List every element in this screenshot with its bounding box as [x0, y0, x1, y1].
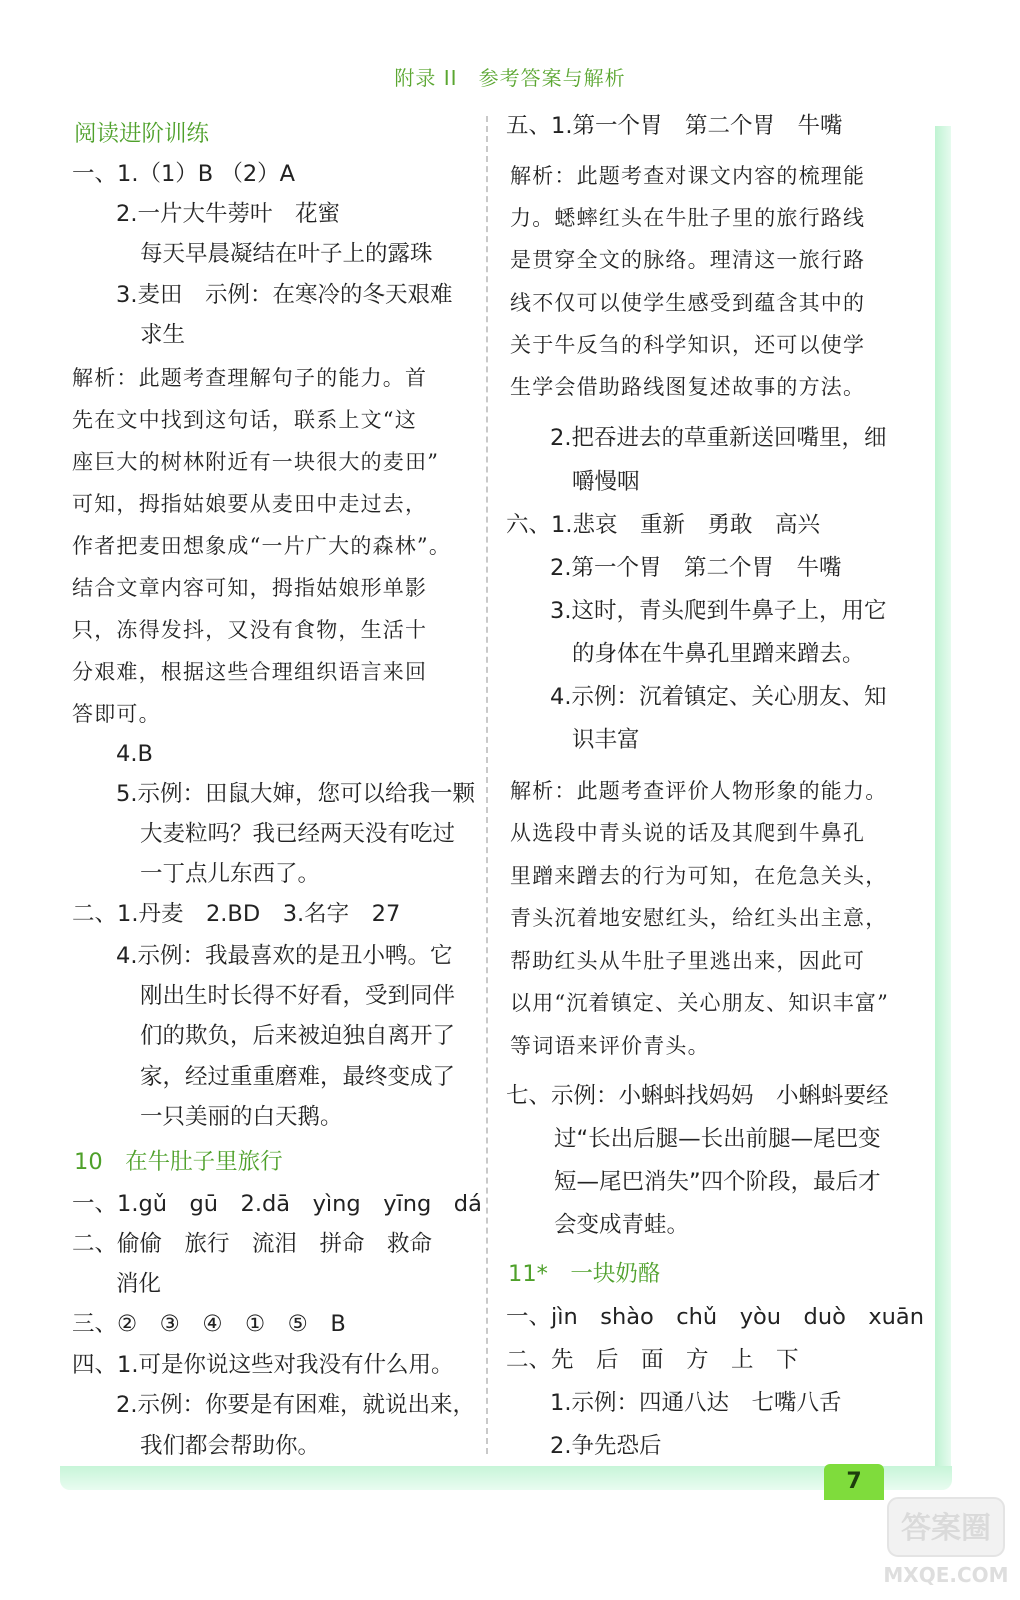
explanation-line: 解析：此题考查理解句子的能力。首 [72, 366, 428, 390]
watermark-logo-icon [880, 1494, 1012, 1594]
answer-line: 一、1.gǔ gū 2.dā yìng yīng dá [72, 1191, 482, 1217]
answer-line: 五、1.第一个胃 第二个胃 牛嘴 [506, 113, 843, 139]
explanation-line: 结合文章内容可知，拇指姑娘形单影 [72, 576, 428, 600]
answer-line: 4.B [116, 741, 153, 767]
explanation-line: 青头沉着地安慰红头，给红头出主意， [510, 906, 888, 930]
answer-line: 2.第一个胃 第二个胃 牛嘴 [550, 555, 842, 581]
answer-line: 3.麦田 示例：在寒冷的冬天艰难 [116, 282, 453, 308]
answer-line: 2.争先恐后 [550, 1433, 662, 1459]
explanation-line: 分艰难，根据这些合理组织语言来回 [72, 660, 428, 684]
section-title-lesson10: 10 在牛肚子里旅行 [74, 1149, 283, 1175]
page-header: 附录 II 参考答案与解析 [394, 66, 626, 90]
answer-line: 过“长出后腿—长出前腿—尾巴变 [554, 1126, 881, 1152]
explanation-line: 帮助红头从牛肚子里逃出来，因此可 [510, 949, 866, 973]
answer-line: 大麦粒吗？我已经两天没有吃过 [140, 821, 456, 847]
answer-line: 三、② ③ ④ ① ⑤ B [72, 1311, 346, 1337]
explanation-line: 解析：此题考查评价人物形象的能力。 [510, 779, 888, 803]
answer-line: 短—尾巴消失”四个阶段，最后才 [554, 1169, 881, 1195]
answer-line: 四、1.可是你说这些对我没有什么用。 [72, 1352, 454, 1378]
explanation-line: 先在文中找到这句话，联系上文“这 [72, 408, 417, 432]
decorative-strip-right [935, 126, 951, 1484]
watermark-logo [880, 1494, 1012, 1594]
answer-line: 每天早晨凝结在叶子上的露珠 [140, 241, 433, 267]
explanation-line: 作者把麦田想象成“一片广大的森林”。 [72, 534, 452, 558]
answer-line: 消化 [116, 1271, 162, 1297]
explanation-line: 座巨大的树林附近有一块很大的麦田” [72, 450, 440, 474]
answer-line: 二、1.丹麦 2.BD 3.名字 27 [72, 901, 401, 927]
answer-line: 2.一片大牛蒡叶 花蜜 [116, 201, 340, 227]
explanation-line: 以用“沉着镇定、关心朋友、知识丰富” [510, 991, 890, 1015]
explanation-line: 从选段中青头说的话及其爬到牛鼻孔 [510, 821, 866, 845]
answer-line: 七、示例：小蝌蚪找妈妈 小蝌蚪要经 [506, 1083, 889, 1109]
decorative-strip-bottom [60, 1466, 952, 1490]
section-title-lesson11: 11* 一块奶酪 [508, 1261, 661, 1287]
section-title-reading: 阅读进阶训练 [74, 121, 210, 147]
answer-line: 二、偷偷 旅行 流泪 拼命 救命 [72, 1231, 433, 1257]
answer-line: 4.示例：沉着镇定、关心朋友、知 [550, 684, 887, 710]
answer-line: 一、jìn shào chǔ yòu duò xuān [506, 1304, 924, 1330]
explanation-line: 答即可。 [72, 702, 161, 726]
explanation-line: 可知，拇指姑娘要从麦田中走过去， [72, 492, 428, 516]
answer-line: 二、先 后 面 方 上 下 [506, 1347, 799, 1373]
answer-line: 4.示例：我最喜欢的是丑小鸭。它 [116, 943, 453, 969]
answer-line: 们的欺负，后来被迫独自离开了 [140, 1023, 456, 1049]
explanation-line: 解析：此题考查对课文内容的梳理能 [510, 164, 866, 188]
answer-line: 六、1.悲哀 重新 勇敢 高兴 [506, 512, 820, 538]
explanation-line: 关于牛反刍的科学知识，还可以使学 [510, 333, 866, 357]
answer-line: 一丁点儿东西了。 [140, 861, 321, 887]
answer-line: 家，经过重重磨难，最终变成了 [140, 1064, 456, 1090]
answer-line: 的身体在牛鼻孔里蹭来蹭去。 [572, 641, 865, 667]
page-number-badge: 7 [824, 1464, 884, 1500]
answer-line: 1.示例：四通八达 七嘴八舌 [550, 1390, 842, 1416]
answer-line: 我们都会帮助你。 [140, 1433, 321, 1459]
answer-line: 5.示例：田鼠大婶，您可以给我一颗 [116, 781, 475, 807]
explanation-line: 线不仅可以使学生感受到蕴含其中的 [510, 291, 866, 315]
answer-line: 求生 [140, 322, 186, 348]
column-divider [486, 116, 488, 1454]
svg-text:答案圈: 答案圈 [901, 1511, 991, 1546]
answer-line: 会变成青蛙。 [554, 1212, 690, 1238]
explanation-line: 里蹭来蹭去的行为可知，在危急关头， [510, 864, 888, 888]
explanation-line: 是贯穿全文的脉络。理清这一旅行路 [510, 248, 866, 272]
answer-line: 3.这时，青头爬到牛鼻子上，用它 [550, 598, 887, 624]
explanation-line: 力。蟋蟀红头在牛肚子里的旅行路线 [510, 206, 866, 230]
answer-line: 嚼慢咽 [572, 469, 640, 495]
explanation-line: 生学会借助路线图复述故事的方法。 [510, 375, 866, 399]
svg-text:MXQE.COM: MXQE.COM [883, 1563, 1009, 1587]
answer-line: 一只美丽的白天鹅。 [140, 1104, 343, 1130]
explanation-line: 只，冻得发抖，又没有食物，生活十 [72, 618, 428, 642]
answer-line: 一、1.（1）B （2）A [72, 161, 296, 187]
answer-line: 刚出生时长得不好看，受到同伴 [140, 983, 456, 1009]
answer-line: 识丰富 [572, 727, 640, 753]
explanation-line: 等词语来评价青头。 [510, 1034, 710, 1058]
answer-line: 2.示例：你要是有困难，就说出来， [116, 1392, 475, 1418]
answer-line: 2.把吞进去的草重新送回嘴里，细 [550, 425, 887, 451]
